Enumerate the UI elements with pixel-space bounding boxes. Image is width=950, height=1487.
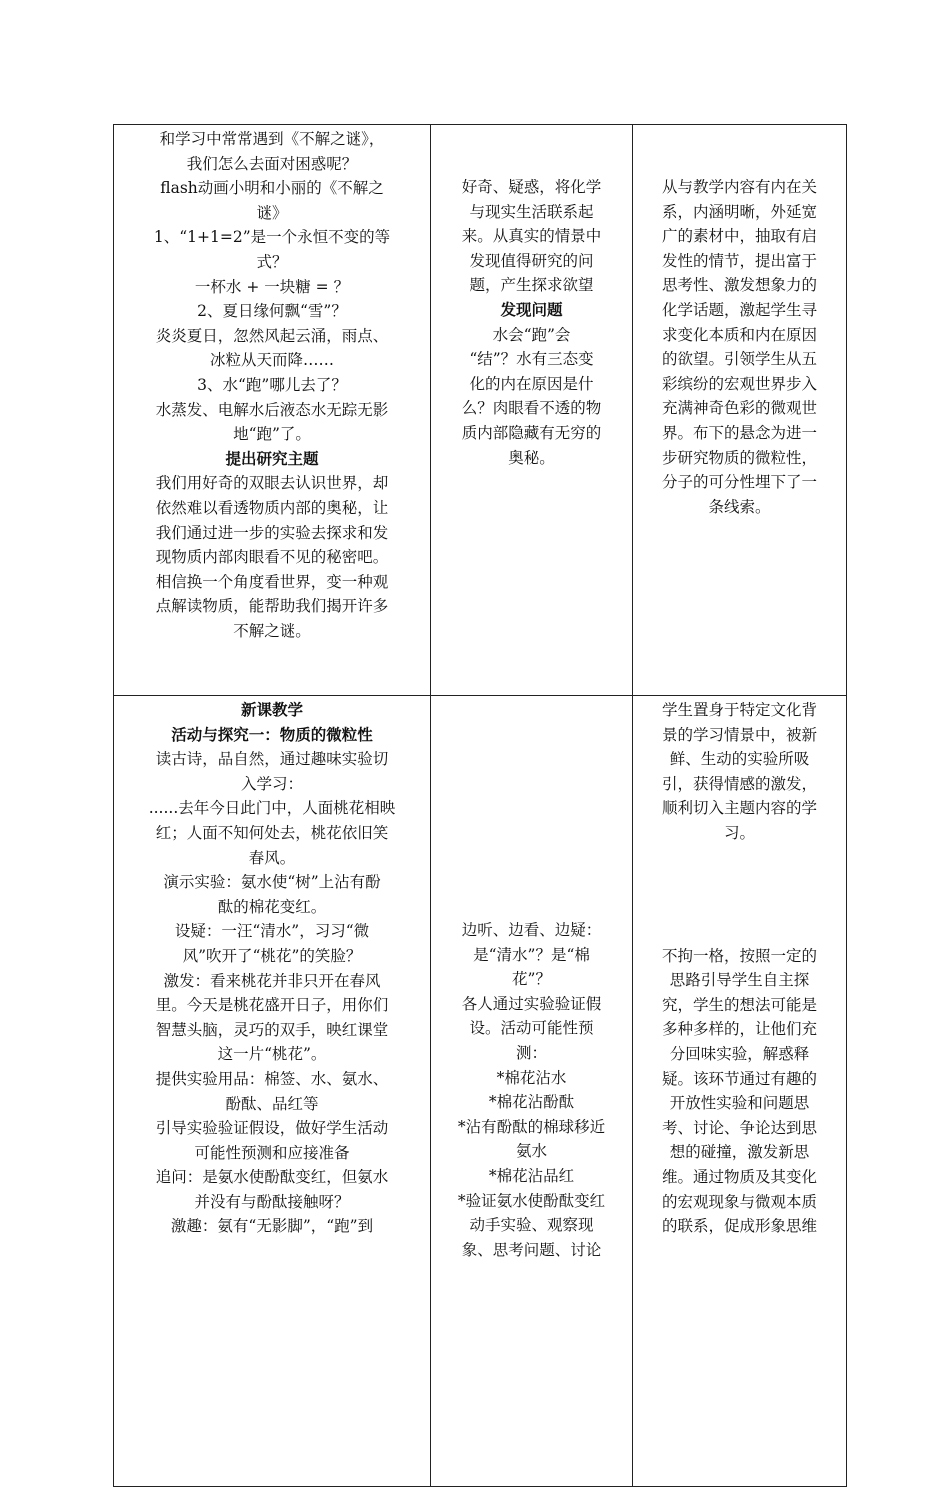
text-line: 我们用好奇的双眼去认识世界，却 bbox=[155, 474, 389, 493]
text-line: 边听、边看、边疑： bbox=[461, 921, 602, 939]
text-line: 现物质内部肉眼看不见的秘密吧。 bbox=[155, 548, 389, 567]
text-line: 发现值得研究的问 bbox=[469, 251, 594, 270]
section-heading: 发现问题 bbox=[500, 300, 563, 319]
text-line: 学生置身于特定文化背 bbox=[661, 701, 817, 719]
text-line: 步研究物质的微粒性， bbox=[661, 448, 817, 467]
text-line: 多种多样的，让他们充 bbox=[661, 1020, 817, 1039]
text-line: 地“跑”了。 bbox=[233, 425, 311, 444]
teacher-activity-cell bbox=[114, 696, 431, 1487]
text-line: 水蒸发、电解水后液态水无踪无影 bbox=[155, 400, 389, 419]
text-line: 我们怎么去面对困惑呢？ bbox=[186, 154, 358, 173]
text-line: 不解之谜。 bbox=[233, 621, 311, 640]
text-line: 演示实验：氨水使“树”上沾有酚 bbox=[163, 873, 381, 892]
text-line: 设。活动可能性预 bbox=[469, 1019, 594, 1038]
text-line: 测： bbox=[515, 1043, 547, 1062]
text-line: 的宏观现象与微观本质 bbox=[661, 1192, 817, 1211]
text-line: 求变化本质和内在原因 bbox=[661, 325, 817, 344]
teacher-activity-cell bbox=[114, 125, 431, 696]
text-line: 入学习： bbox=[240, 774, 303, 793]
text-line: 一杯水 + 一块糖 = ？ bbox=[194, 277, 350, 296]
text-line: 可能性预测和应接准备 bbox=[194, 1143, 350, 1162]
text-line: ......去年今日此门中，人面桃花相映 bbox=[148, 799, 396, 818]
text-line: 炎炎夏日，忽然风起云涌，雨点、 bbox=[155, 326, 389, 345]
text-line: 好奇、疑惑，将化学 bbox=[461, 178, 602, 196]
text-line: 质内部隐藏有无穷的 bbox=[461, 423, 602, 442]
text-line: 不拘一格，按照一定的 bbox=[661, 946, 817, 965]
text-line: 发性的情节，提出富于 bbox=[661, 251, 817, 270]
text-line: 提供实验用品：棉签、水、氨水、 bbox=[155, 1069, 389, 1088]
text-line: 3、水“跑”哪儿去了？ bbox=[197, 375, 347, 394]
text-line: 春风。 bbox=[248, 848, 296, 867]
text-line: 思路引导学生自主探 bbox=[669, 971, 810, 990]
text-line: flash动画小明和小丽的《不解之 bbox=[160, 179, 384, 198]
text-line: 酚酞、品红等 bbox=[225, 1094, 319, 1113]
text-line: 冰粒从天而降…… bbox=[209, 351, 334, 370]
text-line: 疑。该环节通过有趣的 bbox=[661, 1069, 817, 1088]
student-activity-cell bbox=[431, 125, 633, 696]
section-heading: 活动与探究一：物质的微粒性 bbox=[171, 725, 373, 744]
table-row bbox=[114, 696, 847, 1487]
text-line: 习。 bbox=[723, 823, 755, 842]
text-line: *棉花沾品红 bbox=[488, 1166, 575, 1185]
text-line: 相信换一个角度看世界，变一种观 bbox=[155, 572, 389, 591]
text-line: 从与教学内容有内在关 bbox=[661, 178, 817, 196]
text-line: 引，获得情感的激发， bbox=[661, 774, 817, 793]
text-line: 维。通过物质及其变化 bbox=[661, 1167, 817, 1186]
text-line: 风”吹开了“桃花”的笑脸？ bbox=[182, 946, 362, 965]
text-line: *验证氨水使酚酞变红 bbox=[457, 1191, 606, 1210]
text-line: 读古诗，品自然，通过趣味实验切 bbox=[155, 750, 389, 769]
text-line: 化的内在原因是什 bbox=[469, 374, 594, 393]
text-line: 2、夏日缘何飘“雪”？ bbox=[197, 302, 347, 321]
text-line: 追问：是氨水使酚酞变红，但氨水 bbox=[155, 1168, 389, 1187]
text-line: 条线索。 bbox=[708, 497, 771, 516]
text-line: 智慧头脑，灵巧的双手，映红课堂 bbox=[155, 1020, 389, 1039]
text-line: 点解读物质，能帮助我们揭开许多 bbox=[155, 597, 389, 616]
text-line: 分回味实验，解惑释 bbox=[669, 1044, 810, 1063]
text-line: 奥秘。 bbox=[508, 448, 555, 467]
text-line: 思考性、激发想象力的 bbox=[661, 276, 817, 295]
text-line: 与现实生活联系起 bbox=[469, 202, 594, 221]
section-heading: 提出研究主题 bbox=[225, 449, 319, 468]
text-line: 界。布下的悬念为进一 bbox=[661, 423, 817, 442]
lesson-plan-table bbox=[113, 124, 847, 1487]
text-line: 各人通过实验验证假 bbox=[461, 994, 602, 1013]
text-line: 并没有与酚酞接触呀？ bbox=[194, 1192, 350, 1211]
text-line: 彩缤纷的宏观世界步入 bbox=[661, 374, 817, 393]
text-line: 题，产生探求欲望 bbox=[469, 276, 594, 295]
text-line: 的联系，促成形象思维 bbox=[661, 1217, 817, 1236]
text-line: 的欲望。引领学生从五 bbox=[661, 350, 817, 369]
text-line: 谜》 bbox=[256, 203, 288, 222]
text-line: 这一片“桃花”。 bbox=[217, 1045, 327, 1064]
text-line: 分子的可分性埋下了一 bbox=[661, 473, 817, 492]
text-line: 1、“1+1=2”是一个永恒不变的等 bbox=[153, 228, 391, 247]
text-line: 系，内涵明晰，外延宽 bbox=[661, 202, 817, 221]
text-line: 水会“跑”会 bbox=[492, 325, 571, 344]
text-line: 究，学生的想法可能是 bbox=[661, 995, 817, 1014]
text-line: 顺利切入主题内容的学 bbox=[661, 799, 817, 818]
text-line: 象、思考问题、讨论 bbox=[461, 1240, 602, 1259]
text-line: 鲜、生动的实验所吸 bbox=[669, 750, 810, 769]
text-line: 考、讨论、争论达到思 bbox=[661, 1118, 817, 1137]
text-line: 激趣：氨有“无影脚”，“跑”到 bbox=[170, 1217, 374, 1236]
text-line: 氨水 bbox=[515, 1142, 547, 1161]
text-line: 景的学习情景中，被新 bbox=[661, 725, 817, 744]
text-line: 红；人面不知何处去，桃花依旧笑 bbox=[155, 823, 389, 842]
text-line: 引导实验验证假设，做好学生活动 bbox=[155, 1119, 389, 1138]
text-line: 想的碰撞，激发新思 bbox=[669, 1143, 810, 1162]
text-line: 广的素材中，抽取有启 bbox=[661, 227, 817, 246]
text-line: 来。从真实的情景中 bbox=[461, 227, 602, 246]
text-line: *棉花沾水 bbox=[496, 1068, 567, 1087]
text-line: 我们通过进一步的实验去探求和发 bbox=[155, 523, 389, 542]
text-line: 开放性实验和问题思 bbox=[669, 1094, 810, 1113]
text-line: 么？肉眼看不透的物 bbox=[461, 399, 602, 418]
text-line: 设疑：一汪“清水”，习习“微 bbox=[174, 922, 370, 941]
text-line: 酞的棉花变红。 bbox=[217, 897, 327, 916]
design-intent-cell bbox=[633, 696, 847, 1487]
design-intent-cell bbox=[633, 125, 847, 696]
student-activity-cell bbox=[431, 696, 633, 1487]
spacer bbox=[635, 846, 844, 944]
table-row bbox=[114, 125, 847, 696]
text-line: *棉花沾酚酞 bbox=[488, 1093, 575, 1112]
text-line: “结”？水有三态变 bbox=[469, 350, 594, 369]
text-line: 是“清水”？是“棉 bbox=[473, 945, 590, 964]
text-line: 动手实验、观察现 bbox=[469, 1216, 594, 1235]
text-line: 依然难以看透物质内部的奥秘，让 bbox=[155, 498, 389, 517]
text-line: 里。今天是桃花盛开日子，用你们 bbox=[155, 996, 389, 1015]
text-line: 花”？ bbox=[512, 970, 551, 989]
text-line: 激发：看来桃花并非只开在春风 bbox=[163, 971, 381, 990]
section-heading: 新课教学 bbox=[240, 701, 303, 719]
text-line: *沾有酚酞的棉球移近 bbox=[457, 1117, 606, 1136]
text-line: 化学话题，激起学生寻 bbox=[661, 300, 817, 319]
text-line: 式？ bbox=[256, 252, 288, 271]
text-line: 充满神奇色彩的微观世 bbox=[661, 399, 817, 418]
text-line: 和学习中常常遇到《不解之谜》， bbox=[159, 130, 385, 148]
